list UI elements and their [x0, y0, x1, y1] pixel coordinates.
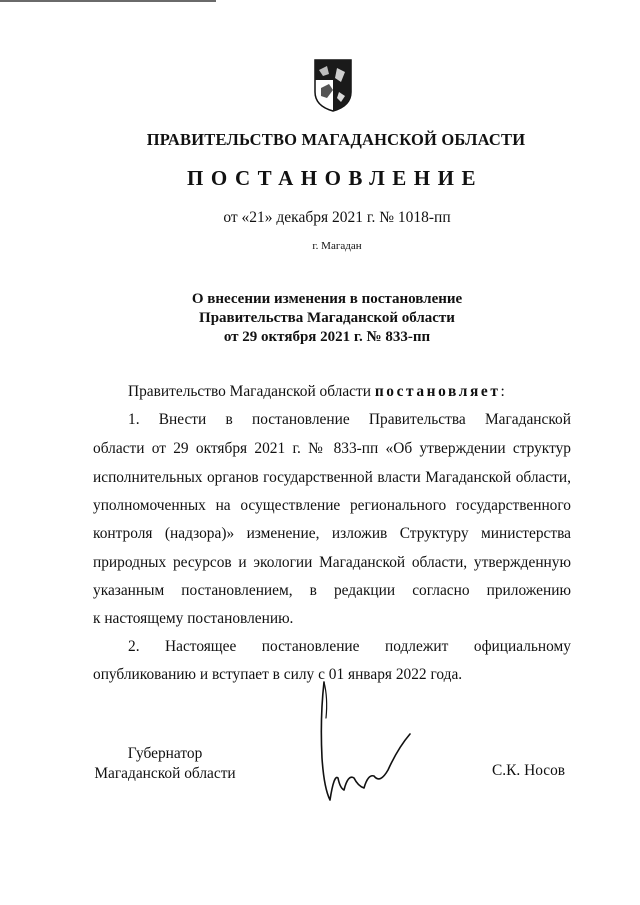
document-subject [0, 290, 640, 347]
document-city: г. Магадан [312, 240, 362, 252]
intro-verb: постановляет [374, 383, 501, 400]
paragraph-1-line: исполнительных органов государственной власти Магаданской области, [93, 469, 571, 486]
signatory-title-line: Губернатор [127, 745, 203, 762]
paragraph-1-line: к настоящему постановлению. [93, 610, 294, 627]
paragraph-2-line: 2. Настоящее постановление подлежит официальному [128, 638, 571, 655]
subject-line: О внесении изменения в постановление [191, 291, 463, 307]
paragraph-1-line: контроля (надзора)» изменение, изложив Структуру министерства [93, 525, 571, 542]
coat-of-arms-emblem-icon [313, 58, 353, 112]
paragraph-1-line: 1. Внести в постановление Правительства Магаданской [128, 411, 571, 428]
document-type-title: ПОСТАНОВЛЕНИЕ [187, 166, 483, 190]
intro-suffix: : [500, 383, 505, 400]
subject-line: от 29 октября 2021 г. № 833-пп [223, 329, 431, 345]
intro-line [128, 383, 505, 401]
signatory-name: С.К. Носов [492, 762, 566, 779]
subject-line: Правительства Магаданской области [199, 310, 455, 326]
paragraph-1-line: природных ресурсов и экологии Магаданской области, утвержденную [93, 554, 571, 571]
organization-title: ПРАВИТЕЛЬСТВО МАГАДАНСКОЙ ОБЛАСТИ [146, 130, 526, 149]
intro-prefix: Правительство Магаданской области [128, 383, 375, 400]
paragraph-1-line: области от 29 октября 2021 г. № 833-пп «Об утверждении структур [93, 440, 571, 457]
document-date-number: от «21» декабря 2021 г. № 1018-пп [223, 209, 451, 226]
signatory-title-line: Магаданской области [94, 765, 236, 782]
signatory-title [90, 744, 240, 784]
paragraph-2-line: опубликованию и вступает в силу с 01 января 2022 года. [93, 666, 463, 683]
top-edge-line [0, 0, 216, 2]
paragraph-1-line: уполномоченных на осуществление регионального государственного [93, 497, 571, 514]
handwritten-signature-icon [310, 678, 420, 808]
paragraph-1-line: указанным постановлением, в редакции согласно приложению [93, 582, 571, 599]
